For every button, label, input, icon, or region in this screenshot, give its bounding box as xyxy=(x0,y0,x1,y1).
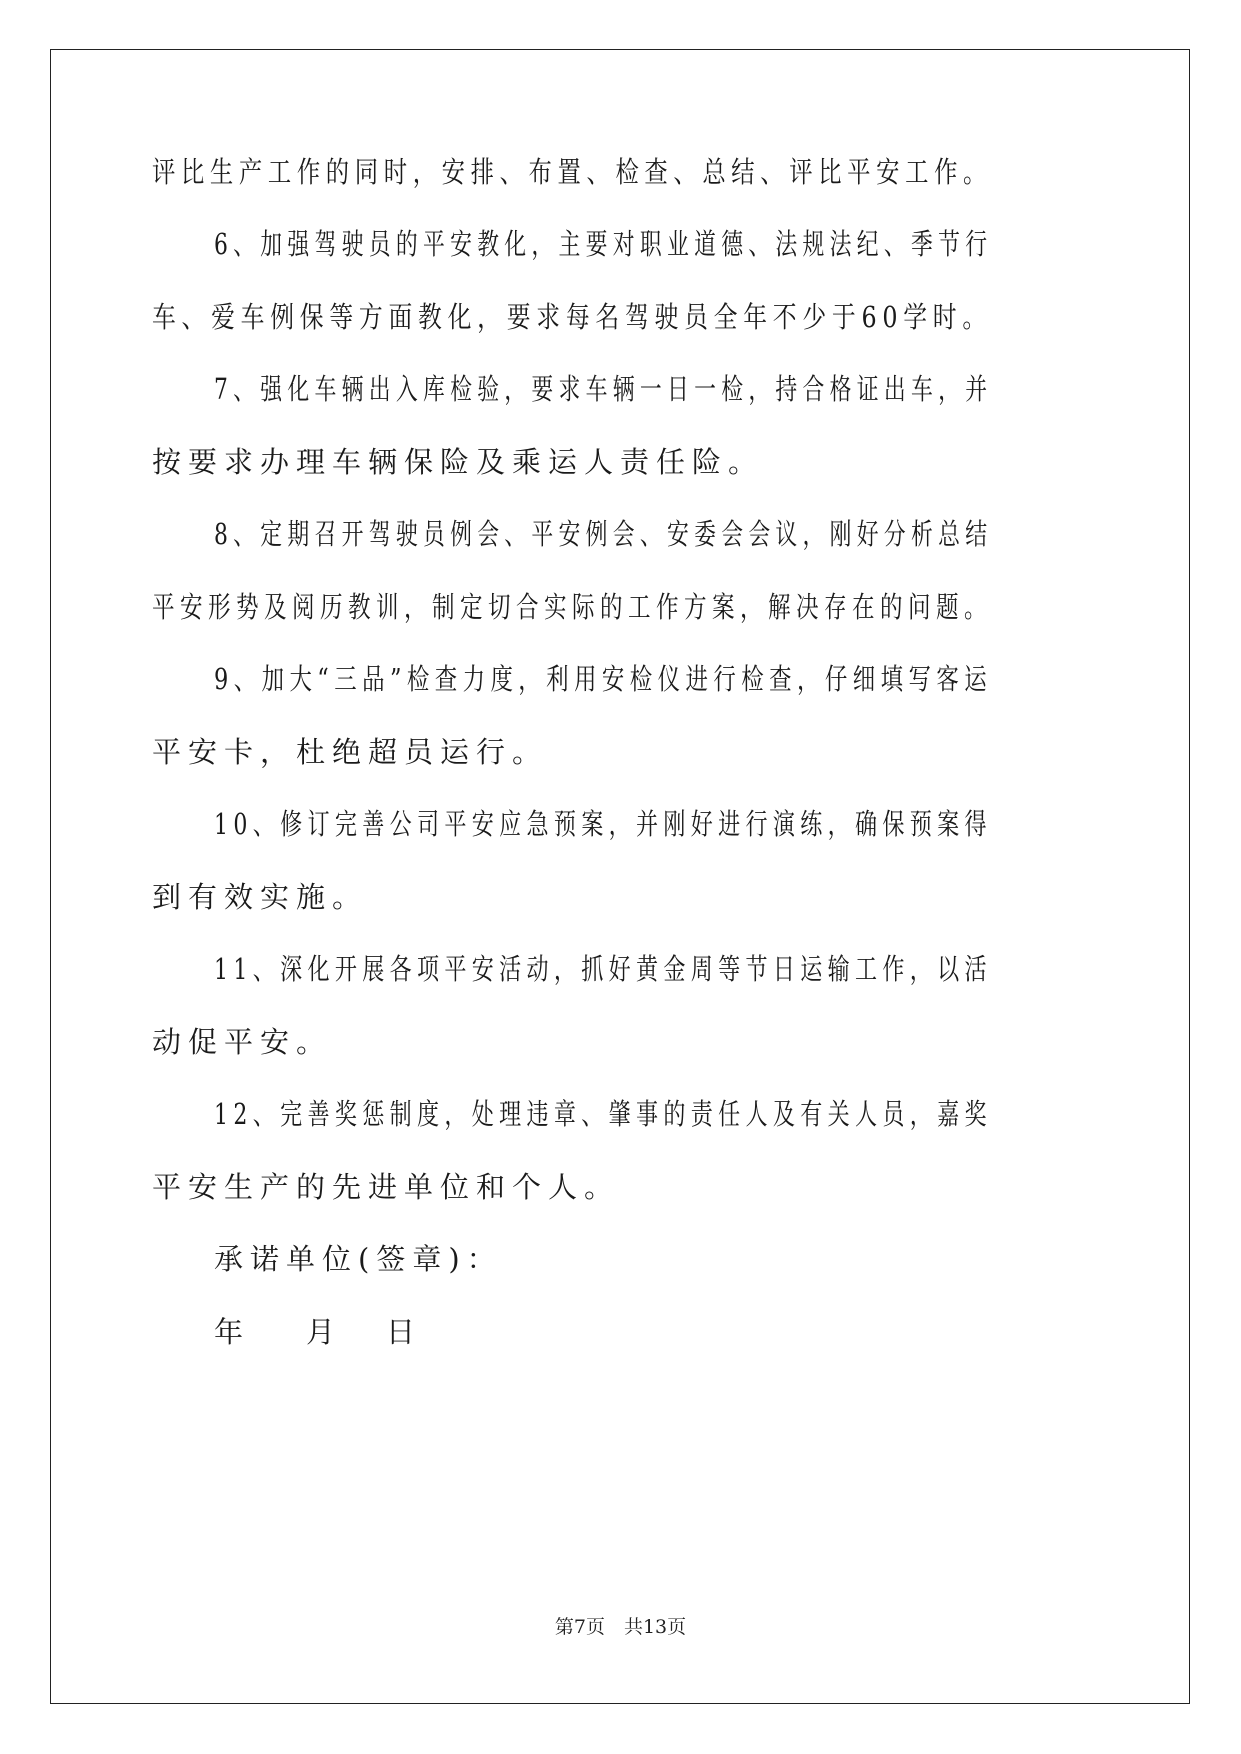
signature-label: 承诺单位(签章)： xyxy=(214,1242,503,1276)
text-line: 9、加大“三品”检查力度，利用安检仪进行检查，仔细填写客运 xyxy=(214,662,993,696)
text-line: 车、爱车例保等方面教化，要求每名驾驶员全年不少于60学时。 xyxy=(152,300,992,334)
text-line: 按要求办理车辆保险及乘运人责任险。 xyxy=(152,445,765,479)
page-footer: 第7页 共13页 xyxy=(554,1616,687,1638)
text-line: 12、完善奖惩制度，处理违章、肇事的责任人及有关人员，嘉奖 xyxy=(214,1097,992,1131)
date-row xyxy=(214,1315,423,1349)
text-line: 6、加强驾驶员的平安教化，主要对职业道德、法规法纪、季节行 xyxy=(214,227,993,261)
page-border xyxy=(50,49,1190,1704)
text-line: 平安生产的先进单位和个人。 xyxy=(152,1170,621,1204)
text-line: 11、深化开展各项平安活动，抓好黄金周等节日运输工作，以活 xyxy=(214,952,992,986)
text-line: 7、强化车辆出入库检验，要求车辆一日一检，持合格证出车，并 xyxy=(214,372,993,406)
text-line: 平安形势及阅历教训，制定切合实际的工作方案，解决存在的问题。 xyxy=(152,590,993,624)
date-month: 月 xyxy=(306,1315,343,1349)
text-line: 10、修订完善公司平安应急预案，并刚好进行演练，确保预案得 xyxy=(214,807,992,841)
text-line: 8、定期召开驾驶员例会、平安例会、安委会会议，刚好分析总结 xyxy=(214,517,993,551)
text-line: 动促平安。 xyxy=(152,1025,333,1059)
date-year: 年 xyxy=(214,1315,251,1349)
text-line: 到有效实施。 xyxy=(152,880,369,914)
date-day: 日 xyxy=(386,1315,423,1349)
text-line: 评比生产工作的同时，安排、布置、检查、总结、评比平安工作。 xyxy=(152,155,993,189)
text-line: 平安卡，杜绝超员运行。 xyxy=(152,735,549,769)
